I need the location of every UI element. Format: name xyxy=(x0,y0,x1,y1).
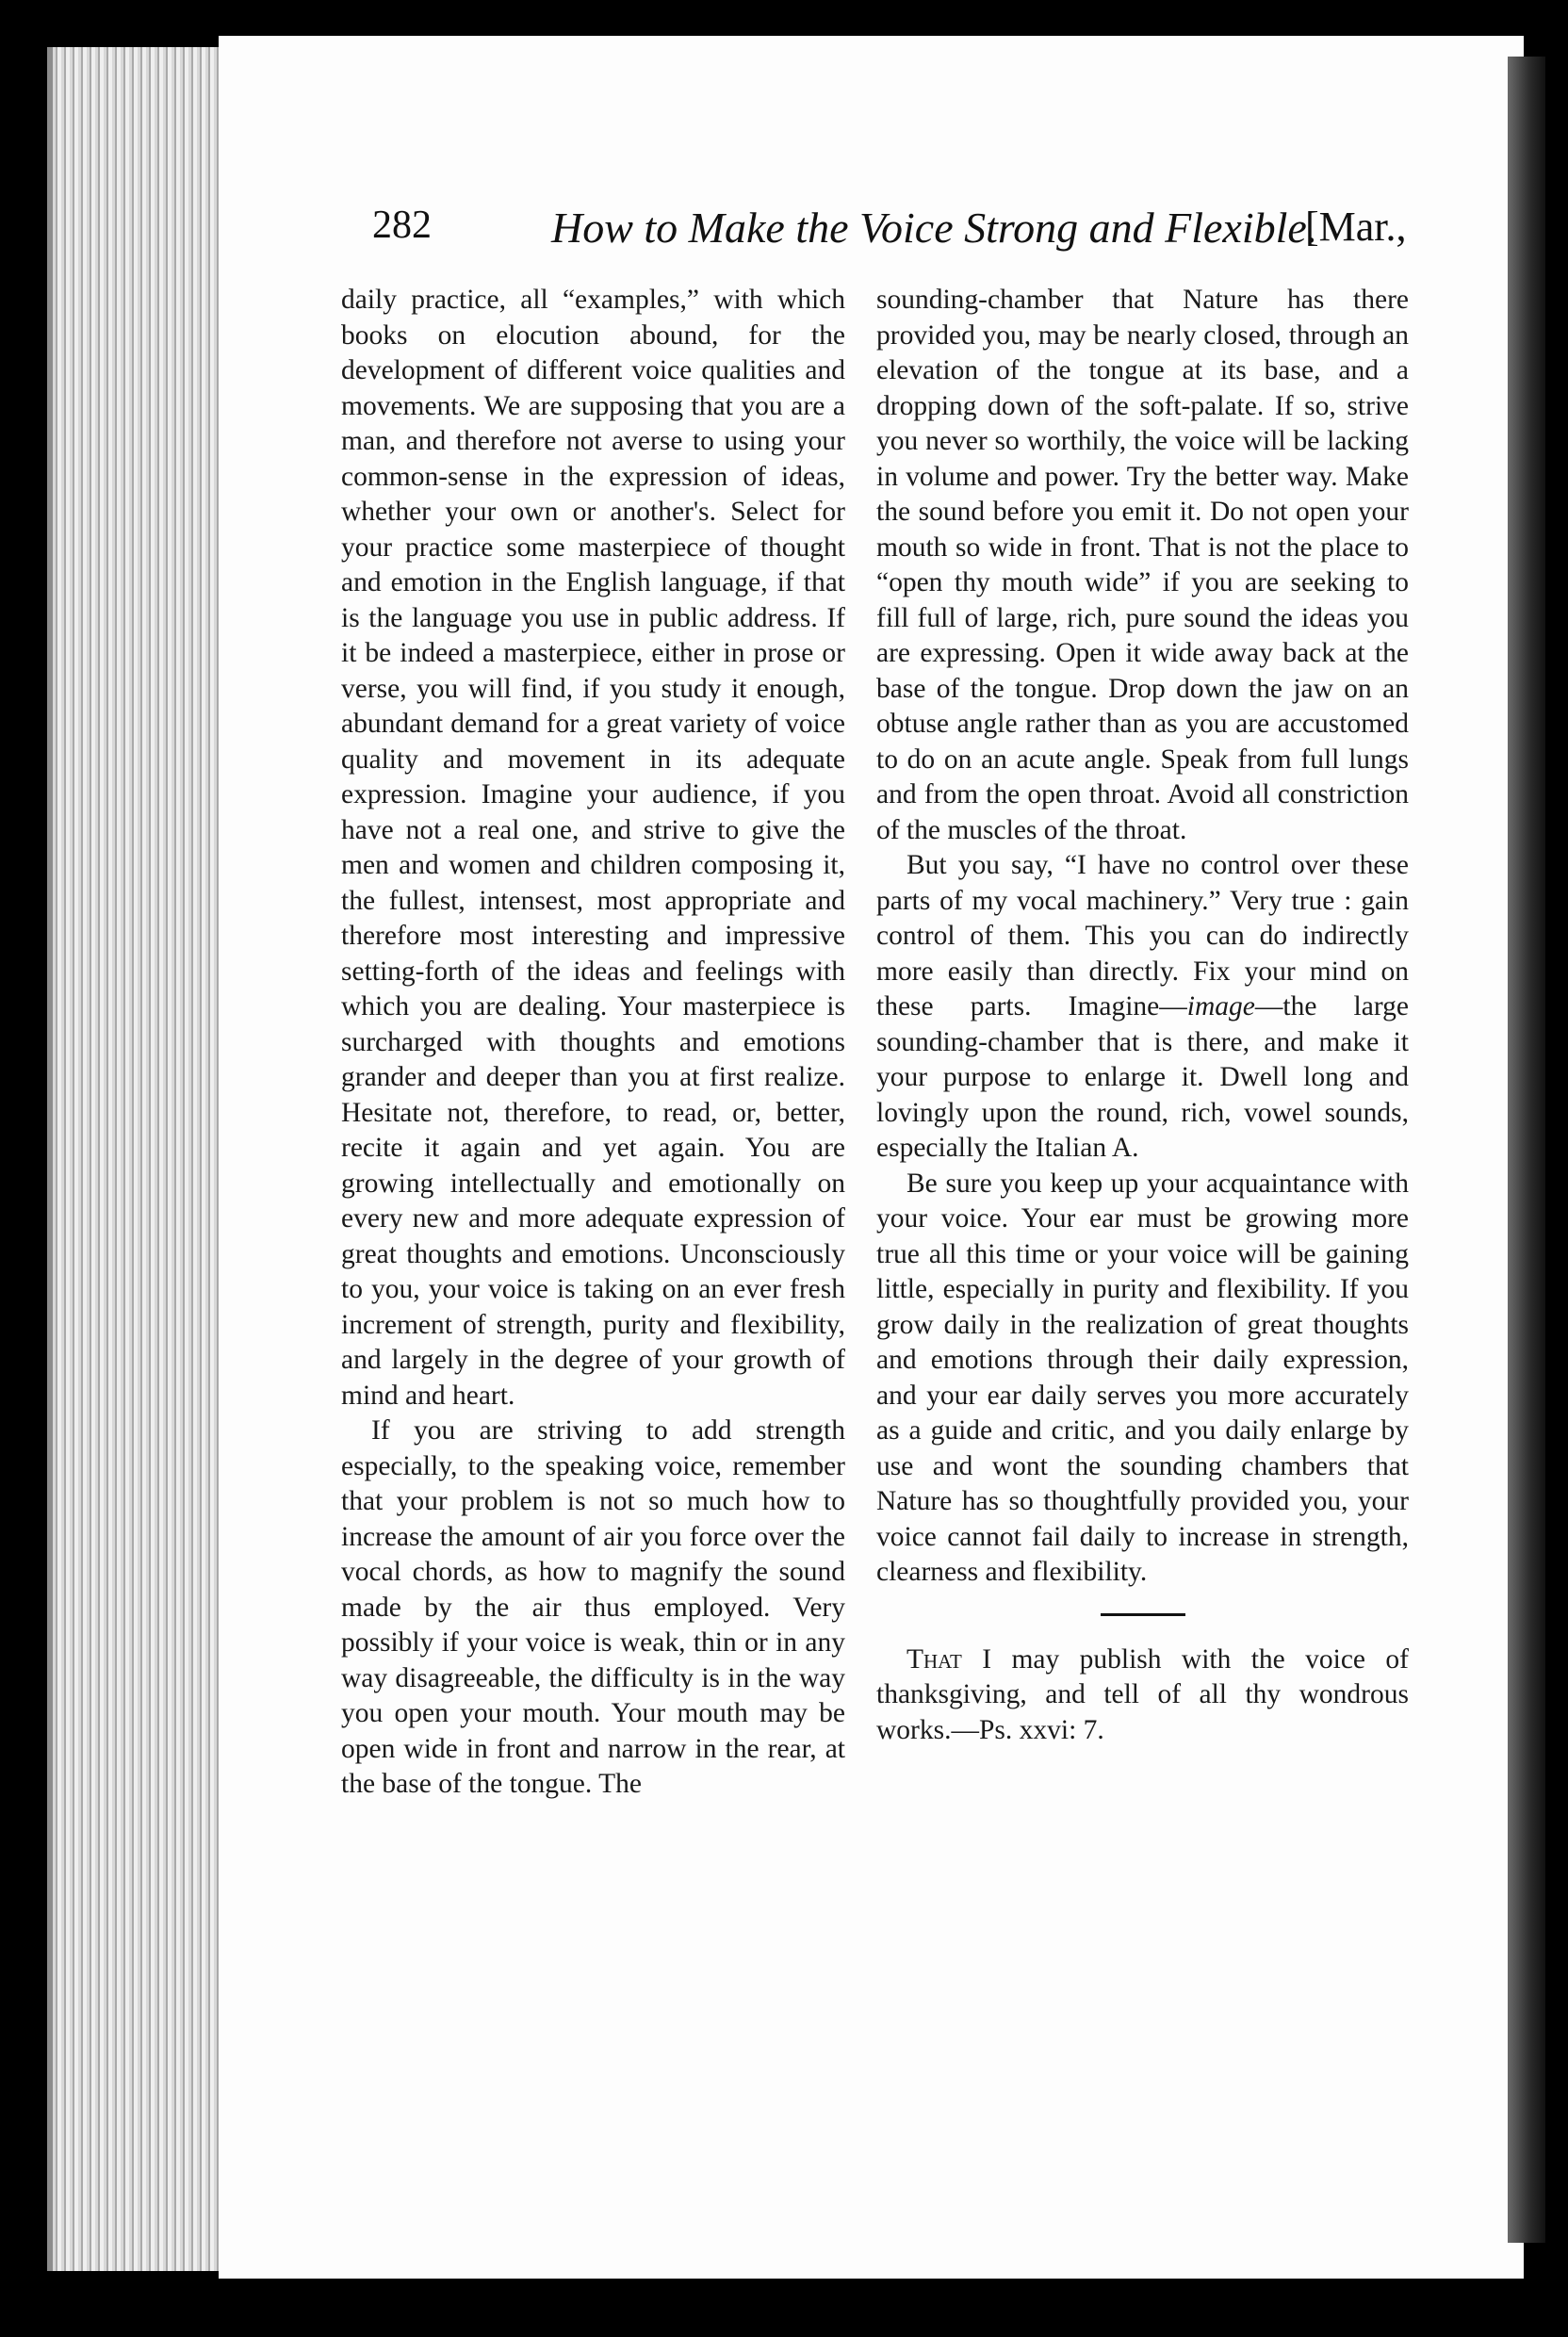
page-header xyxy=(372,165,1418,250)
paragraph xyxy=(876,848,1409,1167)
paragraph: daily practice, all “examples,” with which books on elocution abound, for the development of different voice qualities and movements. We are supposing that you are a man, and therefore not averse to using your common-sense in the expression of ideas, whether your own or another's. Select for your practice some masterpiece of thought and emotion in the English language, if that is the language you use in public address. If it be indeed a masterpiece, either in prose or verse, you will find, if you study it enough, abundant demand for a great variety of voice quality and movement in its adequate expression. Imagine your audience, if you have not a real one, and strive to give the men and women and children composing it, the fullest, intensest, most appropriate and therefore most interesting and impressive setting-forth of the ideas and feelings with which you are dealing. Your masterpiece is surcharged with thoughts and emotions grander and deeper than you at first realize. Hesitate not, therefore, to read, or, better, recite it again and yet again. You are growing intellectually and emotionally on every new and more adequate expression of great thoughts and emotions. Unconsciously to you, your voice is taking on an ever fresh increment of strength, purity and flexibility, and largely in the degree of your growth of mind and heart. xyxy=(341,285,845,1411)
left-column xyxy=(341,283,845,1803)
paragraph: sounding-chamber that Nature has there provided you, may be nearly closed, through an elevation of the tongue at its base, and a dropping down of the soft-palate. If so, strive you never so worthily, the voice will be lacking in volume and power. Try the better way. Make the sound before you emit it. Do not open your mouth so wide in front. That is not the place to “open thy mouth wide” if you are seeking to fill full of large, rich, pure sound the ideas you are expressing. Open it wide away back at the base of the tongue. Drop down the jaw on an obtuse angle rather than as you are accustomed to do on an acute angle. Speak from full lungs and from the open throat. Avoid all constriction of the muscles of the throat. xyxy=(876,285,1409,845)
book-spine-shadow xyxy=(1508,57,1545,2243)
paragraph-text: But you say, “I have no control over these parts of my vocal machinery.” Very true : gain control of them. This you can do indirectly more easily than directly. Fix your mind on these parts. Imagine— xyxy=(876,850,1409,1021)
section-divider xyxy=(1101,1613,1185,1616)
quote-text: I may publish with the voice of thanksgiving, and tell of all thy wondrous works.—Ps. xxvi: 7. xyxy=(876,1643,1409,1745)
page-number: 282 xyxy=(372,204,432,247)
running-month: [Mar., xyxy=(1305,204,1407,250)
italic-word: image xyxy=(1186,991,1255,1021)
running-title: How to Make the Voice Strong and Flexible. xyxy=(551,204,1318,252)
right-column xyxy=(876,283,1409,1748)
paragraph: Be sure you keep up your acquaintance with your voice. Your ear must be growing more true all this time or your voice will be gaining little, especially in purity and flexibility. If you grow daily in the realization of great thoughts and emotions through their daily expression, and your ear daily serves you more accurately as a guide and critic, and you daily enlarge by use and wont the sounding chambers that Nature has so thoughtfully provided you, your voice cannot fail daily to increase in strength, clearness and flexibility. xyxy=(876,1168,1409,1587)
paragraph-text: —the large sounding-chamber that is there, and make it your purpose to enlarge it. Dwell long and lovingly upon the round, rich, vowel sounds, especially the Italian A. xyxy=(876,991,1409,1163)
quote-lead-word: That xyxy=(906,1643,962,1675)
scripture-quote xyxy=(876,1642,1409,1749)
book-page-edges xyxy=(47,47,232,2271)
paragraph: If you are striving to add strength especially, to the speaking voice, remember that your problem is not so much how to increase the amount of air you force over the vocal chords, as how to magnify the sound made by the air thus employed. Very possibly if your voice is weak, thin or in any way disagreeable, the difficulty is in the way you open your mouth. Your mouth may be open wide in front and narrow in the rear, at the base of the tongue. The xyxy=(341,1415,845,1799)
